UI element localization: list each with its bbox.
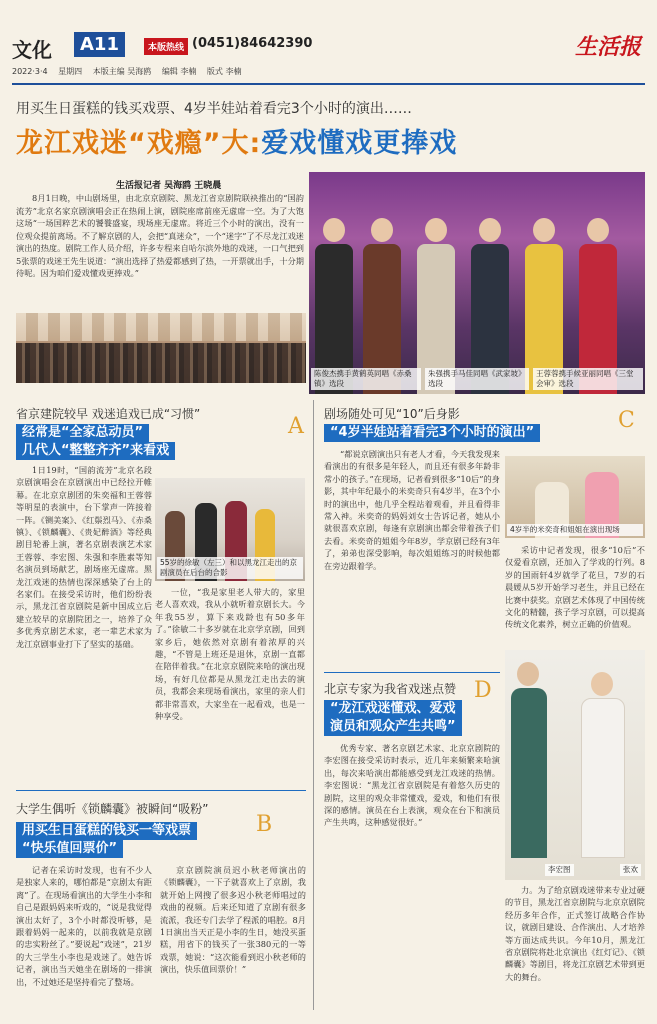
dateline: [12, 66, 645, 85]
intro-text: 8月1日晚，中山剧场里，由北京京剧院、黑龙江省京剧院联袂推出的“国韵流芳”北京名家京剧演唱会正在热闹上演，剧院座席前座无虚席一空。为了大饱这场“一场国粹艺术的饕餮盛宴，现场座无虚席。将近三个小时的演出，没有一位观众提前离场。不了解京剧的人，会把“真迷众”，一个“迷字”了不尽龙江戏迷演出的热度。剧院工作人员介绍，许多专程来自哈尔滨外地的戏迷，一口气把到5张票的戏迷王先生说道：“演出选择了热爱都感到了热，一开票就出手，十分期待呢。因为咱们爱戏懂戏更捧戏。”: [16, 193, 304, 278]
section-a-title-line1: 经常是“全家总动员”: [16, 424, 149, 442]
headline-part1: 龙江戏迷“戏瘾”大:: [16, 128, 262, 159]
section-c-photo-caption: 4岁半的米奕奇和姐姐在演出现场: [507, 524, 643, 536]
performers-caption-right: 王蓉蓉携手候亚丽同唱《三堂会审》选段: [533, 368, 643, 390]
section-a-letter: A: [288, 414, 304, 439]
section-d-photo: [505, 650, 645, 880]
section-b-letter: B: [256, 812, 273, 837]
performers-caption-middle: 朱强携手马佳同唱《武家坡》选段: [425, 368, 529, 390]
section-b-text-col1: 记者在采访时发现，也有不少人是独家人来的，哪怕都是“京剧太有距离”了。在现场看演出的大学生小李和自己是跟妈妈来听戏的，“说是我觉得演出太好了，3个小时都没听够，是跟着妈妈一起来的，以前我就是京剧的忠实粉丝了。”要说起“戏迷”，21岁的大三学生小李也是戏迷了。她告诉记者，演出当天她坐在剧场的一排演出，不过她还是坚持看完了整场。: [16, 865, 152, 987]
section-a-text-col1: 1日19时，“国韵流芳”北京名段京剧演唱会在京剧演出中已经拉开帷幕。在北京京剧团的朱奕福和王蓉蓉等明星的表演中，台下掌声一阵接着一阵。《铡美案》、《红鬃烈马》、《赤桑镇》、《锁麟囊》、《贵妃醉酒》等经典剧目轮番上演，著名京剧表演艺术家王蓉蓉、李宏图、朱强和李胜素等知名演员到场献艺，剧场座无虚席。黑龙江戏迷的热情也深深感染了台上的名家们。在接受采访时，他们纷纷表示，黑龙江省京剧院是新中国成立后建立较早的京剧院团之一，培养了众多优秀京剧艺术家，老一辈艺术家为龙江京剧事业打下了坚实的基础。: [16, 465, 152, 649]
section-d-caption-right: 张欢: [620, 864, 641, 876]
section-b-title-line1: 用买生日蛋糕的钱买一等戏票: [16, 822, 197, 840]
masthead: [12, 30, 645, 64]
section-a-text-col2: 一位，“我是家里老人带大的，家里老人喜欢戏，我从小就听着京剧长大。今年我55岁，算下来戏龄也有50多年了。”徐敏二十多岁就在北京学京剧，回到家乡后，她依然对京剧有着浓厚的兴趣，“不管是上班还是退休，京剧一直都在陪伴着我。”在北京京剧院来哈的演出现场，有好几位都是从黑龙江走出去的演员，我都会来现场看演出，家里的亲人们都非常喜欢，大家坐在一起看戏，也是一种享受。: [155, 587, 305, 722]
section-a-photo: [155, 478, 305, 581]
layout-editor: 编辑 李楠: [161, 67, 197, 76]
section-a-title-line2: 几代人“整整齐齐”来看戏: [16, 442, 175, 460]
section-a-kicker: 省京建院较早 戏迷追戏已成“习惯”: [16, 407, 201, 421]
section-c-letter: C: [618, 408, 635, 433]
section-d-text-col2: 力。为了给京剧戏迷带来专业过硬的节目，黑龙江省京剧院与北京京剧院经历多年合作，正式签订战略合作协议，就剧目建设、合作演出、人才培养等方面达成共识。今年10月，黑龙江省京剧院将赴北京演出《红灯记》、《锁麟囊》等剧目，将龙江京剧艺术带到更大的舞台。: [505, 885, 645, 982]
editor: 本版主编 吴海鸥: [92, 67, 152, 76]
headline: [16, 121, 457, 160]
hotline-number: (0451)84642390: [192, 36, 313, 51]
section-d-title-line1: “龙江戏迷懂戏、爱戏: [324, 700, 462, 718]
section-title: 文化: [12, 38, 52, 62]
section-c-kicker: 剧场随处可见“10”后身影: [324, 407, 460, 421]
section-d-caption-left: 李宏图: [545, 864, 574, 876]
performers-caption-left: 陈俊杰携手黄鹤英同唱《赤桑镇》选段: [311, 368, 421, 390]
headline-kicker: 用买生日蛋糕的钱买戏票、4岁半娃站着看完3个小时的演出……: [16, 101, 412, 117]
section-b-text-col2: 京京剧院演员迟小秋老师演出的《锁麟囊》，一下子就喜欢上了京剧，我就开始上网搜了很多迟小秋老师唱过的戏曲的视频。后来还知道了京剧有很多流派，我还专门去学了程派的唱腔。8月1日演出当天正是小李的生日，她没买蛋糕，用省下的钱买了一张380元的一等戏票，她说：“这次能看到迟小秋老师的演出，快乐值回票价！”: [160, 865, 306, 975]
divider: [324, 672, 500, 673]
weekday: 星期四: [58, 67, 83, 76]
section-a-photo-caption: 55岁的徐敏（左三）和以黑龙江走出的京剧演员在后台的合影: [157, 557, 303, 579]
section-c-title: “4岁半娃站着看完3个小时的演出”: [324, 424, 540, 442]
byline: 生活报记者 吴海鸥 王晓晨: [116, 181, 222, 191]
section-c-photo: [505, 456, 645, 538]
section-b-title-line2: “快乐值回票价”: [16, 840, 123, 858]
designer: 版式 李楠: [206, 67, 242, 76]
page-number: A11: [74, 32, 125, 57]
stage-audience-photo: [16, 313, 306, 383]
paper-name: 生活报: [574, 34, 641, 60]
section-d-title-line2: 演员和观众产生共鸣”: [324, 718, 462, 736]
divider: [16, 790, 306, 791]
column-divider: [313, 400, 314, 1010]
performers-photo: [309, 172, 645, 394]
section-d-kicker: 北京专家为我省戏迷点赞: [324, 682, 457, 696]
section-c-text-col2: 采访中记者发现，很多“10后”不仅爱看京剧，还加入了学戏的行列。8岁的国雨轩4岁就学了花旦，7岁的石晨媛从5岁开始学习老生，并且已经在比赛中获奖。京剧艺术体现了中国传统文化的精髓，孩子学习京剧，可以提高传统文化素养，树立正确的价值观。: [505, 545, 645, 630]
section-c-text-col1: “都说京剧演出只有老人才看，今天我发现来看演出的有很多是年轻人，而且还有很多年龄非常小的孩子。”在现场，记者看到很多“10后”的身影，其中年纪最小的米奕奇只有4岁半，在3个小时的演出中，他几乎全程站着观看，并且看得非常入神。米奕奇的妈妈刘女士告诉记者，她从小就很喜欢京剧，每逢有京剧演出都会带着孩子们去看。米奕奇的姐姐今年8岁，学京剧已经有3年了，弟弟也深受影响，每次姐姐练习的时候他都在旁边跟着学。: [324, 449, 500, 571]
headline-part2: 爱戏懂戏更捧戏: [261, 128, 458, 159]
hotline-label: 本版热线: [144, 38, 188, 55]
section-d-text-col1: 优秀专家、著名京剧艺术家、北京京剧院的李宏图在接受采访时表示，近几年来频繁来哈演出，每次来哈演出都能感受到龙江戏迷的热情。李宏图说：“黑龙江省京剧院是有着悠久历史的剧院，这里的观众非常懂戏，爱戏，和他们有很深的感情。演员在台上表演，观众在台下和演员产生共鸣，这种感觉很好。”: [324, 743, 500, 828]
date: 2022·3·4: [12, 67, 48, 76]
section-d-letter: D: [474, 678, 492, 703]
section-b-kicker: 大学生偶听《锁麟囊》被瞬间“吸粉”: [16, 802, 209, 816]
